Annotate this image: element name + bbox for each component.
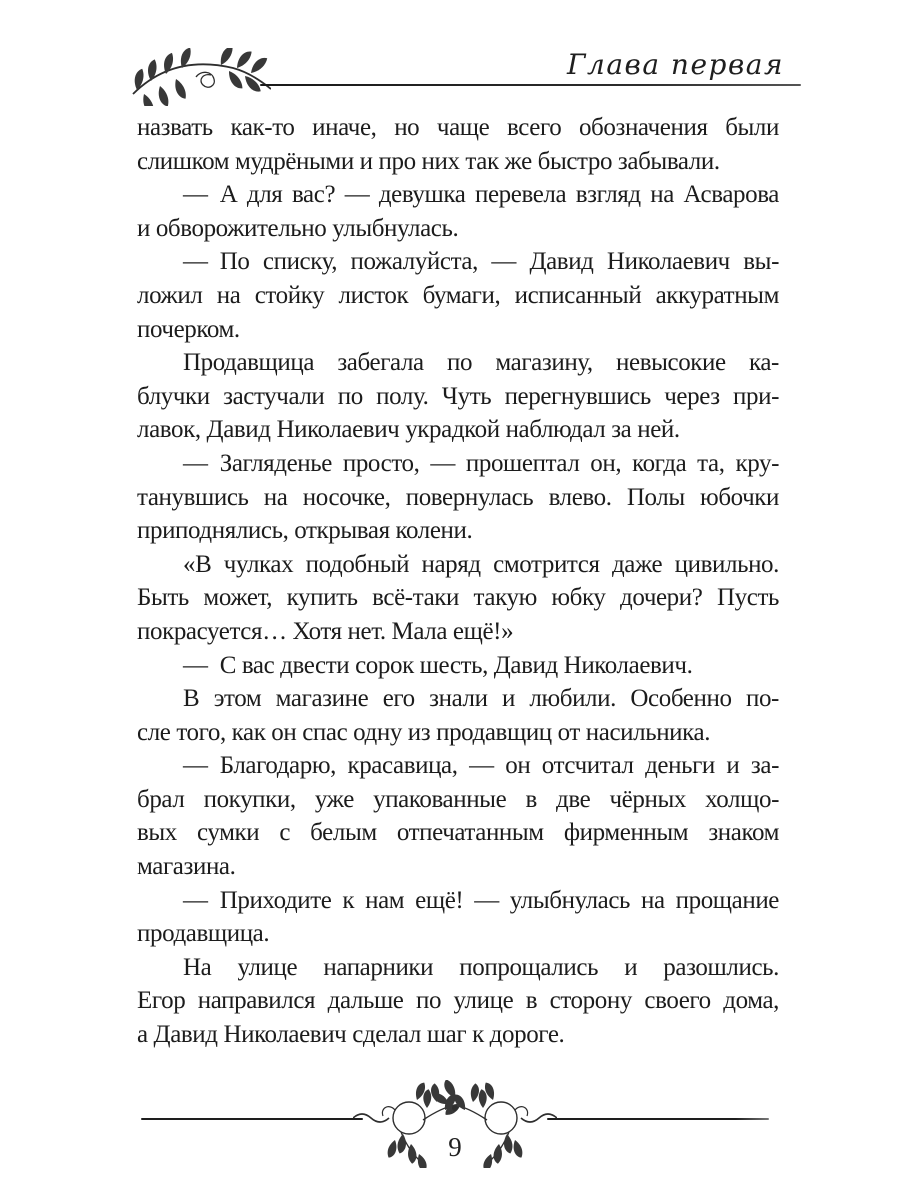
page-number: 9 bbox=[448, 1132, 462, 1162]
text-line: Продавщица забегала по магазину, невысокие ка- bbox=[183, 349, 779, 377]
text-line: На улице напарники попрощались и разошлись. bbox=[183, 953, 779, 981]
text-line: В этом магазине его знали и любили. Особенно по- bbox=[183, 685, 779, 713]
text-line: Быть может, купить всё-таки такую юбку дочери? Пусть bbox=[137, 584, 779, 612]
text-line: брал покупки, уже упакованные в две чёрных холщо- bbox=[137, 785, 779, 813]
text-line: — А для вас? — девушка перевела взгляд на Асварова bbox=[183, 181, 779, 209]
page-text bbox=[137, 111, 779, 1052]
text-line: назвать как-то иначе, но чаще всего обозначения были bbox=[137, 114, 779, 141]
text-line: сле того, как он спас одну из продавщиц от насильника. bbox=[137, 718, 711, 746]
text-line: Егор направился дальше по улице в сторону своего дома, bbox=[137, 987, 779, 1015]
text-line: лавок, Давид Николаевич украдкой наблюдал за ней. bbox=[137, 416, 680, 444]
text-line: ложил на стойку листок бумаги, исписанный аккуратным bbox=[137, 281, 779, 309]
text-line: и обворожительно улыбнулась. bbox=[137, 214, 459, 242]
text-line: — С вас двести сорок шесть, Давид Николаевич. bbox=[183, 651, 693, 679]
text-line: блучки застучали по полу. Чуть перегнувшись через при- bbox=[137, 382, 779, 410]
text-line: танувшись на носочке, повернулась влево. Полы юбочки bbox=[137, 483, 779, 511]
text-line: — По списку, пожалуйста, — Давид Николаевич вы- bbox=[183, 248, 779, 276]
header-rule bbox=[260, 84, 801, 86]
chapter-title: Глава первая bbox=[566, 48, 784, 81]
text-line: приподнялись, открывая колени. bbox=[137, 517, 473, 545]
text-line: продавщица. bbox=[137, 920, 270, 948]
text-line: покрасуется… Хотя нет. Мала ещё!» bbox=[137, 617, 514, 645]
floral-branch-icon bbox=[131, 48, 271, 106]
text-line: почерком. bbox=[137, 315, 240, 343]
text-line: — Приходите к нам ещё! — улыбнулась на прощание bbox=[183, 886, 779, 914]
text-line: — Загляденье просто, — прошептал он, когда та, кру- bbox=[183, 449, 779, 477]
text-line: магазина. bbox=[137, 853, 236, 881]
footer-rule-right bbox=[547, 1118, 769, 1120]
footer-rule-left bbox=[141, 1118, 363, 1120]
text-line: а Давид Николаевич сделал шаг к дороге. bbox=[137, 1021, 565, 1049]
text-line: — Благодарю, красавица, — он отсчитал деньги и за- bbox=[183, 752, 779, 780]
text-line: «В чулках подобный наряд смотрится даже цивильно. bbox=[183, 550, 779, 578]
text-line: слишком мудрёными и про них так же быстро забывали. bbox=[137, 147, 720, 175]
text-line: вых сумки с белым отпечатанным фирменным знаком bbox=[137, 819, 779, 847]
